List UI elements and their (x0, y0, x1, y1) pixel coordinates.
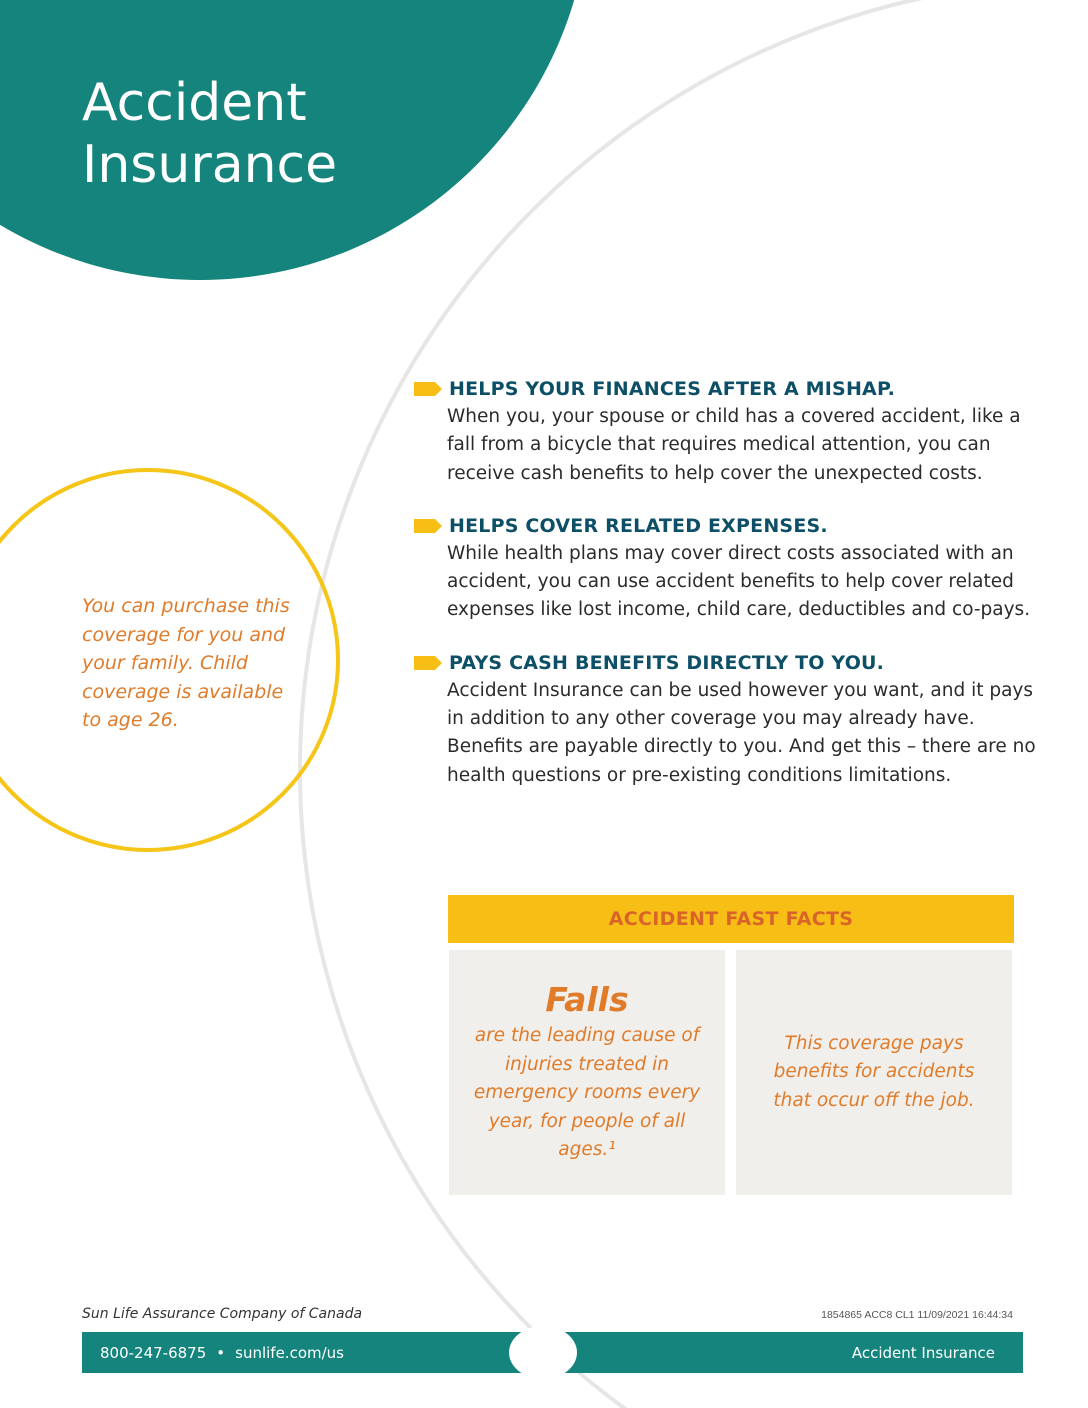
fact-highlight: Falls (545, 980, 629, 1020)
footer-title-bar (544, 1332, 1023, 1373)
footer-phone[interactable]: 800-247-6875 (100, 1343, 207, 1362)
footer-contact-bar (82, 1332, 544, 1373)
benefit-list (414, 375, 1044, 814)
benefit-title: HELPS COVER RELATED EXPENSES. (449, 514, 828, 537)
fact-box-falls (449, 950, 725, 1195)
page-title (82, 72, 337, 196)
company-name: Sun Life Assurance Company of Canada (82, 1306, 363, 1322)
fact-text: This coverage pays benefits for accidents that occur off the job. (773, 1032, 975, 1111)
benefit-heading (414, 649, 1044, 677)
benefit-body: Accident Insurance can be used however you want, and it pays in addition to any other coverage you may already have. Benefits are payable directly to you. And get this – there are no health questions or pre-existing conditions limitations. (447, 679, 1036, 786)
benefit-title: PAYS CASH BENEFITS DIRECTLY TO YOU. (449, 651, 885, 674)
benefit-heading (414, 512, 1044, 540)
benefit-item (414, 649, 1044, 790)
benefit-body: While health plans may cover direct costs associated with an accident, you can use accident benefits to help cover related expenses like lost income, child care, deductibles and co-pays. (447, 542, 1031, 621)
footer-separator: • (216, 1343, 226, 1362)
title-line-1: Accident (82, 73, 307, 133)
side-note: You can purchase this coverage for you and your family. Child coverage is available to age 26. (82, 595, 290, 731)
benefit-body: When you, your spouse or child has a covered accident, like a fall from a bicycle that requires medical attention, you can receive cash benefits to help cover the unexpected costs. (447, 406, 1021, 484)
benefit-title: HELPS YOUR FINANCES AFTER A MISHAP. (449, 378, 896, 400)
fact-box-coverage (736, 950, 1012, 1195)
footer-notch (509, 1326, 577, 1379)
benefit-heading (414, 375, 1044, 403)
fast-facts-header: ACCIDENT FAST FACTS (448, 895, 1014, 943)
fact-text: are the leading cause of injuries treated in emergency rooms every year, for people of all ages.¹ (473, 1025, 701, 1161)
tag-arrow-icon (414, 382, 442, 396)
footer-website-link[interactable]: sunlife.com/us (235, 1343, 344, 1362)
benefit-item (414, 512, 1044, 625)
tag-arrow-icon (414, 519, 442, 533)
title-line-2: Insurance (82, 135, 338, 195)
footer-doc-title: Accident Insurance (851, 1343, 995, 1362)
benefit-item (414, 375, 1044, 488)
document-code: 1854865 ACC8 CL1 11/09/2021 16:44:34 (821, 1309, 1013, 1321)
tag-arrow-icon (414, 656, 442, 670)
